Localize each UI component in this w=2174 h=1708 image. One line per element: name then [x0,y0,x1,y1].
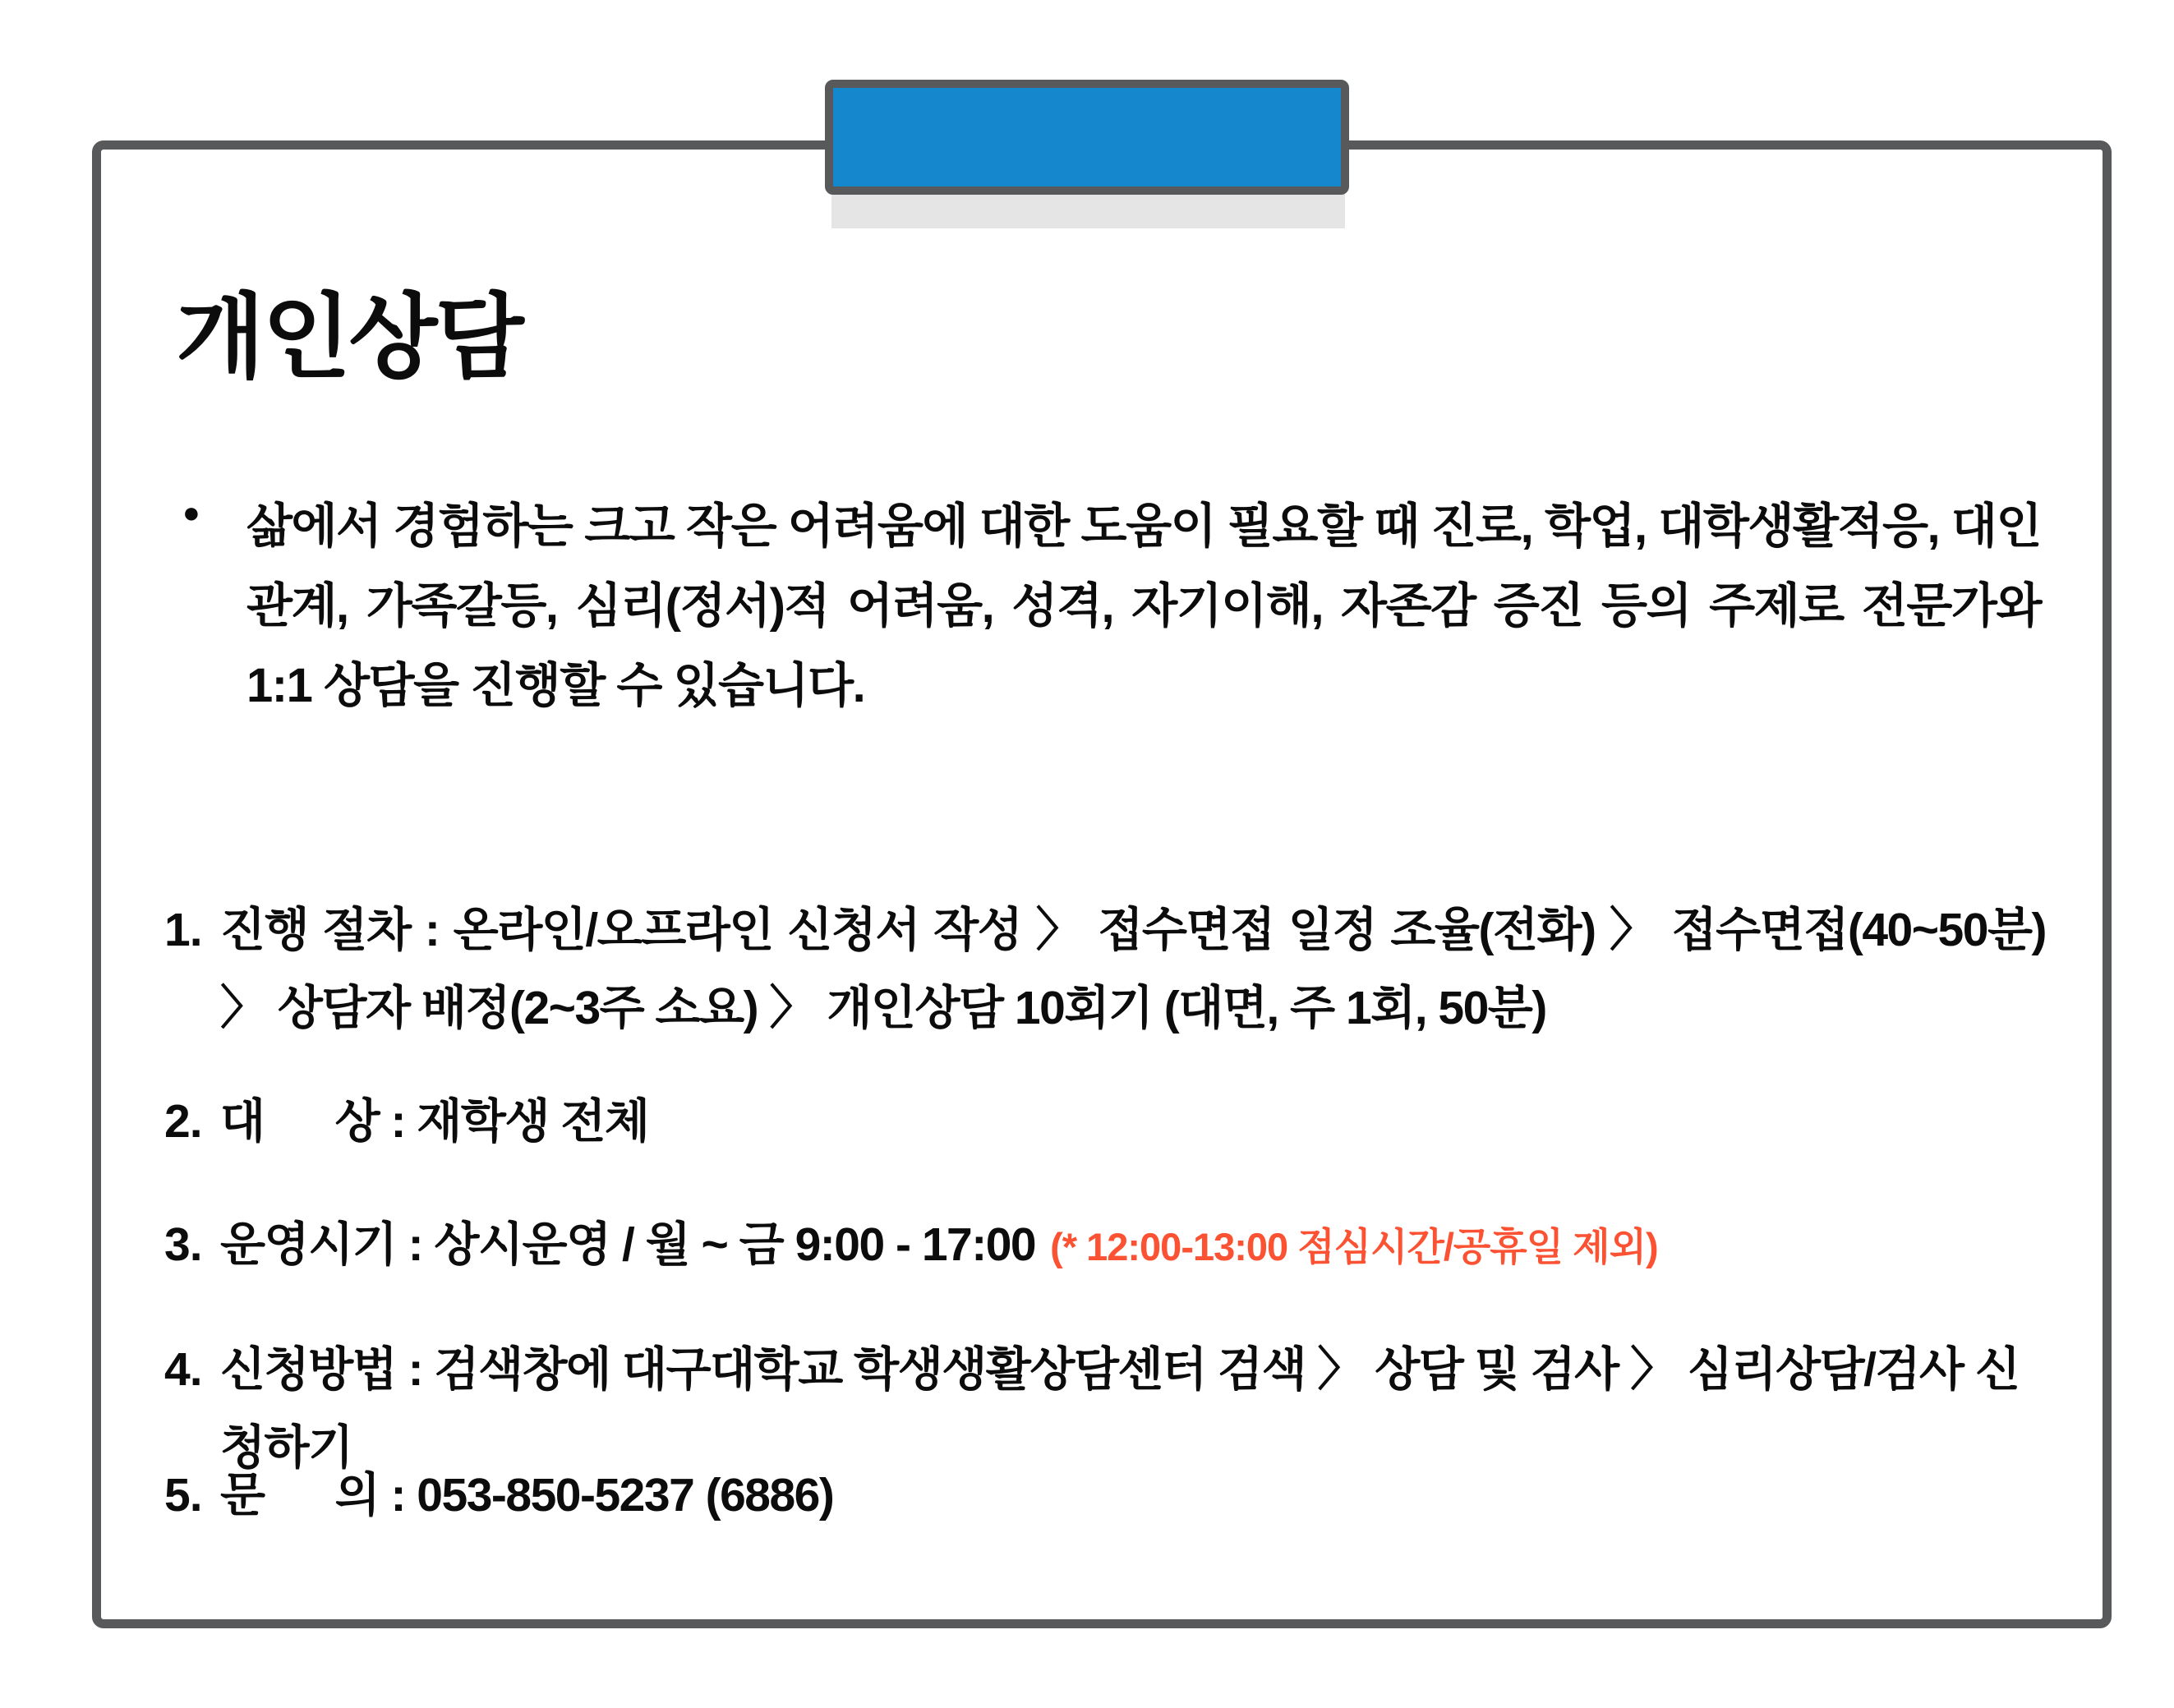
intro-paragraph [182,486,2041,725]
list-item-contact [164,1457,2046,1535]
slide-tab [825,80,1349,195]
item-number: 4. [164,1343,202,1396]
item-text: 신청방법 : 검색창에 대구대학교 학생생활상담센터 검색 〉 상담 및 검사 〉 심리상담/검사 신청하기 [220,1343,2020,1474]
list-item-procedure [164,891,2046,1047]
item-text [220,1206,2046,1286]
schedule-note: (* 12:00-13:00 점심시간/공휴일 제외) [1050,1225,1658,1268]
item-number: 2. [164,1095,202,1148]
item-number: 3. [164,1218,202,1271]
item-text: 진행 절차 : 온라인/오프라인 신청서 작성 〉 접수면접 일정 조율(전화) 〉 접수면접(40~50분) 〉 상담자 배정(2~3주 소요) 〉 개인상담 10회기 (대면, 주 1회, 50분) [220,904,2046,1034]
item-number: 5. [164,1469,202,1522]
list-item-schedule [164,1206,2046,1286]
item-text: 문 의 : 053-850-5237 (6886) [220,1469,834,1522]
item-number: 1. [164,904,202,956]
bullet-icon: ● [182,495,200,529]
page-title: 개인상담 [176,286,522,389]
list-item-target [164,1083,2046,1161]
intro-text: 삶에서 경험하는 크고 작은 어려움에 대한 도움이 필요할 때 진로, 학업, 대학생활적응, 대인관계, 가족갈등, 심리(정서)적 어려움, 성격, 자기이해, 자존감 증진 등의 주제로 전문가와 1:1 상담을 진행할 수 있습니다. [246,500,2041,712]
tab-shadow [831,194,1345,228]
schedule-text: 운영시기 : 상시운영 / 월 ~ 금 9:00 - 17:00 [220,1218,1036,1271]
item-text: 대 상 : 재학생 전체 [220,1095,649,1148]
